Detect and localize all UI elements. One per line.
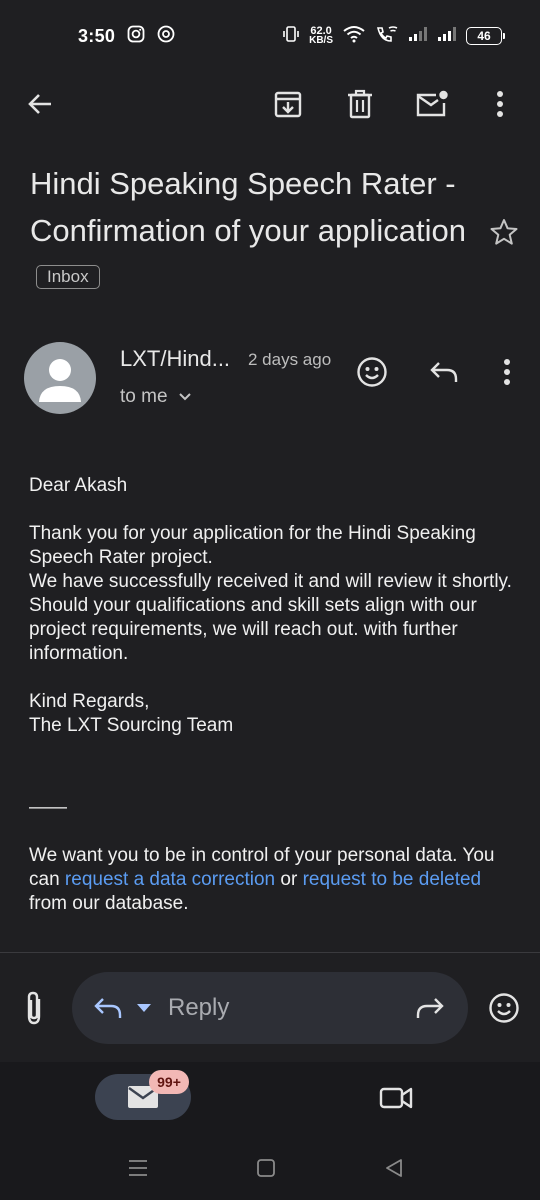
back-arrow-icon xyxy=(26,90,54,118)
attach-button[interactable] xyxy=(14,988,54,1028)
email-body xyxy=(29,474,519,916)
delete-icon xyxy=(346,89,374,119)
divider xyxy=(0,952,540,953)
data-correction-link[interactable]: request a data correction xyxy=(64,869,276,890)
recent-apps-button[interactable] xyxy=(118,1148,158,1188)
chevron-down-icon xyxy=(178,392,192,402)
signature: The LXT Sourcing Team xyxy=(29,715,234,736)
wifi-icon xyxy=(342,25,366,48)
instagram-icon xyxy=(127,25,145,48)
back-triangle-icon xyxy=(384,1158,404,1178)
sender-name[interactable]: LXT/Hind... xyxy=(120,346,231,371)
sender-row xyxy=(0,340,540,420)
more-vert-icon xyxy=(496,90,504,118)
reply-icon xyxy=(93,996,123,1020)
avatar[interactable] xyxy=(24,342,96,414)
system-navigation xyxy=(0,1140,540,1200)
reply-button[interactable] xyxy=(424,352,464,392)
forward-icon xyxy=(415,996,445,1020)
caret-down-icon xyxy=(136,1003,152,1013)
archive-icon xyxy=(273,89,303,119)
mark-unread-icon xyxy=(415,89,449,119)
emoji-icon xyxy=(488,992,520,1024)
network-speed: 62.0 KB/S xyxy=(309,25,333,46)
signoff: Kind Regards, xyxy=(29,691,150,712)
footer-text: We want you to be in control of your personal data. You can request a data correction or request to be deleted from our database. xyxy=(29,845,495,914)
chrome-icon xyxy=(157,25,175,48)
forward-button[interactable] xyxy=(410,988,450,1028)
inbox-label-chip[interactable]: Inbox xyxy=(36,265,100,289)
menu-icon xyxy=(128,1159,148,1177)
delete-button[interactable] xyxy=(340,84,380,124)
separator: —— xyxy=(29,797,67,818)
star-button[interactable] xyxy=(486,214,522,250)
star-icon xyxy=(489,217,519,247)
bottom-navigation xyxy=(0,1062,540,1140)
system-back-button[interactable] xyxy=(374,1148,414,1188)
subject-text: Hindi Speaking Speech Rater - Confirmation of your application xyxy=(30,166,466,248)
person-icon xyxy=(24,342,96,414)
recipient-details-toggle[interactable] xyxy=(120,386,192,408)
status-bar xyxy=(0,0,540,72)
attach-icon xyxy=(23,990,45,1026)
status-time: 3:50 xyxy=(78,25,116,46)
signal-icon-1 xyxy=(408,26,428,47)
wifi-calling-icon xyxy=(375,25,399,48)
recipient-text: to me xyxy=(120,386,168,407)
reply-type-button[interactable] xyxy=(88,988,128,1028)
back-button[interactable] xyxy=(20,84,60,124)
reply-placeholder: Reply xyxy=(168,994,230,1021)
greeting: Dear Akash xyxy=(29,475,128,496)
more-vert-icon xyxy=(503,358,511,386)
battery-indicator: 46 xyxy=(466,27,502,45)
email-subject xyxy=(30,160,470,301)
body-line: We have successfully received it and will review it shortly. xyxy=(29,571,512,592)
vibrate-icon xyxy=(282,25,300,48)
nav-meet[interactable] xyxy=(376,1078,416,1118)
delete-request-link[interactable]: request to be deleted xyxy=(302,869,482,890)
more-options-button[interactable] xyxy=(480,84,520,124)
add-reaction-button[interactable] xyxy=(352,352,392,392)
message-more-button[interactable] xyxy=(487,352,527,392)
home-button[interactable] xyxy=(246,1148,286,1188)
reply-bar xyxy=(0,962,540,1058)
reply-compose-field[interactable] xyxy=(72,972,468,1044)
video-icon xyxy=(379,1085,413,1111)
email-time: 2 days ago xyxy=(248,350,332,369)
email-toolbar xyxy=(0,72,540,134)
signal-icon-2 xyxy=(437,26,457,47)
reply-icon xyxy=(429,360,459,384)
home-square-icon xyxy=(256,1158,276,1178)
mark-unread-button[interactable] xyxy=(412,84,452,124)
reply-type-dropdown[interactable] xyxy=(124,988,164,1028)
body-line: Should your qualifications and skill sets align with our project requirements, we will reach out. with further information. xyxy=(29,595,477,664)
reaction-button[interactable] xyxy=(484,988,524,1028)
emoji-icon xyxy=(356,356,388,388)
body-line: Thank you for your application for the Hindi Speaking Speech Rater project. xyxy=(29,523,476,568)
archive-button[interactable] xyxy=(268,84,308,124)
mail-unread-badge: 99+ xyxy=(149,1070,189,1094)
